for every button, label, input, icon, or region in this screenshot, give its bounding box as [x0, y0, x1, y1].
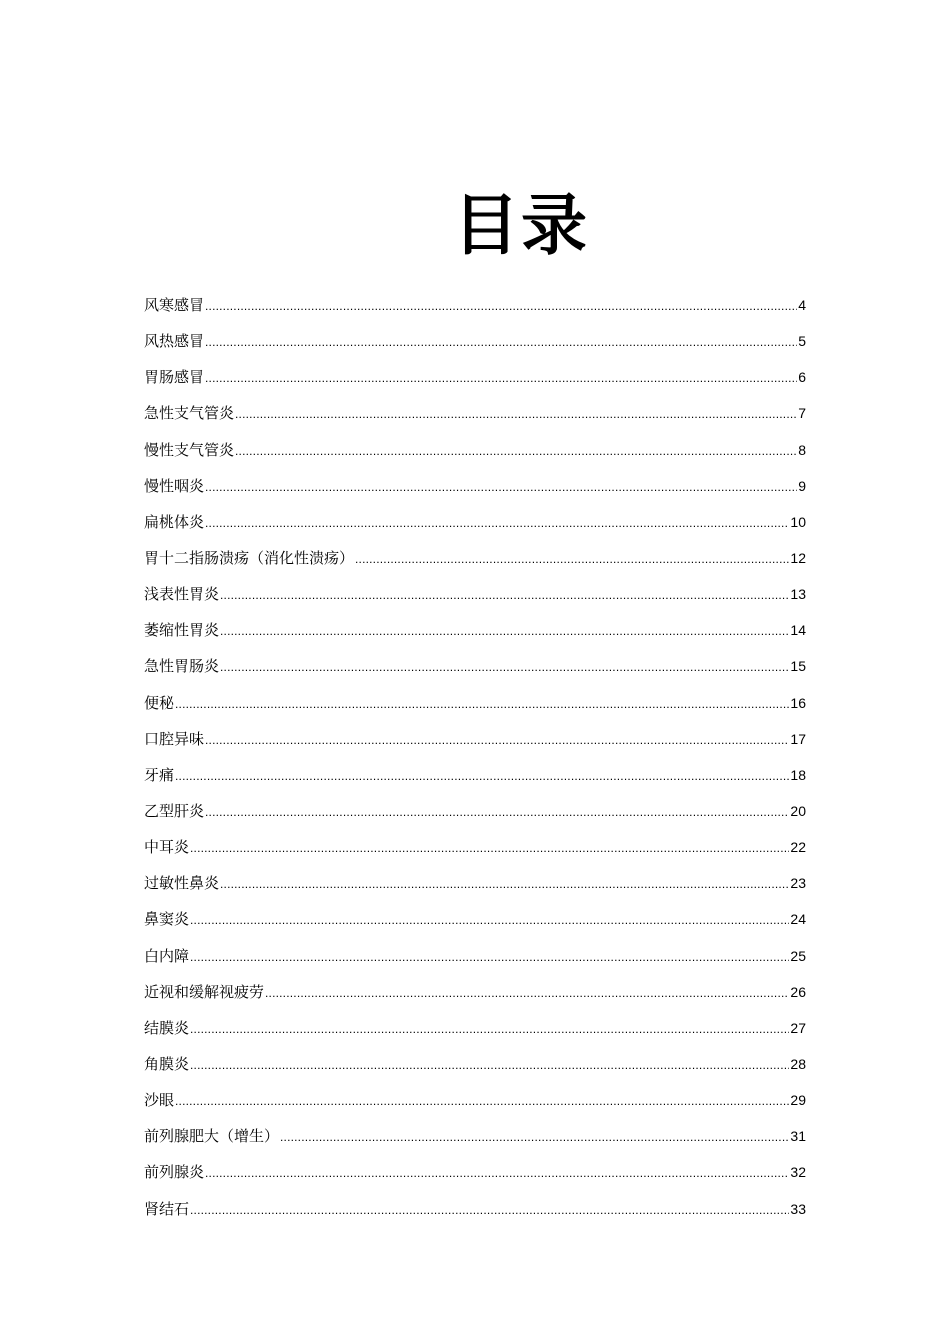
toc-entry-label: 急性支气管炎	[144, 404, 235, 423]
toc-entry-page: 24	[790, 911, 806, 928]
toc-entry-label: 慢性咽炎	[144, 476, 205, 495]
toc-leader-dots	[280, 1119, 789, 1155]
toc-entry[interactable]	[144, 721, 806, 757]
toc-entry[interactable]	[144, 865, 806, 901]
toc-entry[interactable]	[144, 901, 806, 937]
toc-entry-label: 中耳炎	[144, 838, 190, 857]
toc-leader-dots	[205, 794, 789, 830]
toc-entry[interactable]	[144, 287, 806, 323]
toc-leader-dots	[190, 939, 789, 975]
toc-leader-dots	[190, 1011, 789, 1047]
toc-entry-page: 27	[790, 1019, 806, 1036]
toc-entry[interactable]	[144, 1118, 806, 1154]
toc-leader-dots	[355, 541, 789, 577]
toc-entry[interactable]	[144, 432, 806, 468]
toc-entry-page: 14	[790, 622, 806, 639]
toc-leader-dots	[205, 505, 789, 541]
toc-entry[interactable]	[144, 974, 806, 1010]
toc-entry-page: 25	[790, 947, 806, 964]
toc-entry-label: 牙痛	[144, 765, 175, 784]
toc-entry[interactable]	[144, 793, 806, 829]
toc-entry-page: 29	[790, 1092, 806, 1109]
toc-leader-dots	[205, 288, 797, 324]
toc-entry-page: 4	[798, 297, 806, 313]
toc-entry-label: 浅表性胃炎	[144, 585, 220, 604]
page-title: 目录	[453, 186, 589, 265]
toc-entry-label: 结膜炎	[144, 1018, 190, 1037]
toc-entry-page: 28	[790, 1055, 806, 1072]
toc-entry-label: 角膜炎	[144, 1054, 190, 1073]
toc-entry-label: 沙眼	[144, 1091, 175, 1110]
toc-entry[interactable]	[144, 757, 806, 793]
toc-entry-label: 鼻窦炎	[144, 910, 190, 929]
toc-leader-dots	[220, 866, 789, 902]
toc-leader-dots	[220, 649, 789, 685]
toc-entry-label: 风热感冒	[144, 332, 205, 351]
toc-entry[interactable]	[144, 395, 806, 431]
toc-entry-label: 胃十二指肠溃疡（消化性溃疡）	[144, 548, 355, 567]
toc-entry[interactable]	[144, 1082, 806, 1118]
toc-entry-page: 13	[790, 586, 806, 603]
toc-leader-dots	[205, 722, 789, 758]
toc-entry-page: 17	[790, 730, 806, 747]
toc-leader-dots	[205, 469, 797, 505]
toc-entry[interactable]	[144, 1010, 806, 1046]
toc-entry-label: 前列腺肥大（增生）	[144, 1127, 280, 1146]
toc-entry-page: 32	[790, 1164, 806, 1181]
toc-entry-label: 白内障	[144, 946, 190, 965]
toc-entry[interactable]	[144, 359, 806, 395]
toc-entry-page: 23	[790, 875, 806, 892]
toc-entry-page: 33	[790, 1200, 806, 1217]
toc-entry[interactable]	[144, 612, 806, 648]
toc-entry-page: 8	[798, 441, 806, 458]
toc-entry-page: 6	[798, 369, 806, 386]
toc-entry-label: 肾结石	[144, 1199, 190, 1218]
toc-entry-label: 便秘	[144, 693, 175, 712]
toc-entry-label: 近视和缓解视疲劳	[144, 982, 265, 1001]
toc-entry-label: 扁桃体炎	[144, 512, 205, 531]
toc-entry-label: 急性胃肠炎	[144, 657, 220, 676]
toc-entry-label: 口腔异味	[144, 729, 205, 748]
toc-entry[interactable]	[144, 648, 806, 684]
toc-entry-label: 前列腺炎	[144, 1163, 205, 1182]
toc-leader-dots	[205, 1155, 789, 1191]
toc-entry-page: 9	[798, 477, 806, 494]
toc-leader-dots	[235, 396, 797, 432]
toc-entry-page: 10	[790, 513, 806, 530]
toc-entry-page: 15	[790, 658, 806, 675]
toc-entry-label: 萎缩性胃炎	[144, 621, 220, 640]
toc-entry[interactable]	[144, 829, 806, 865]
toc-entry-page: 31	[790, 1128, 806, 1145]
toc-leader-dots	[265, 975, 789, 1011]
toc-leader-dots	[190, 902, 789, 938]
toc-entry-label: 过敏性鼻炎	[144, 874, 220, 893]
toc-leader-dots	[235, 433, 797, 469]
toc-entry-label: 乙型肝炎	[144, 801, 205, 820]
toc-entry[interactable]	[144, 540, 806, 576]
toc-leader-dots	[220, 577, 789, 613]
toc-entry[interactable]	[144, 468, 806, 504]
toc-entry[interactable]	[144, 323, 806, 359]
toc-entry-label: 胃肠感冒	[144, 368, 205, 387]
toc-leader-dots	[175, 758, 789, 794]
toc-entry[interactable]	[144, 685, 806, 721]
toc-entry-label: 慢性支气管炎	[144, 440, 235, 459]
toc-entry-page: 18	[790, 766, 806, 783]
toc-leader-dots	[205, 324, 797, 360]
toc-leader-dots	[175, 1083, 789, 1119]
toc-entry[interactable]	[144, 1191, 806, 1227]
toc-entry[interactable]	[144, 1154, 806, 1190]
toc-leader-dots	[175, 686, 789, 722]
toc-entry-page: 16	[790, 694, 806, 711]
toc-entry-page: 20	[790, 802, 806, 819]
toc-leader-dots	[220, 613, 789, 649]
toc-leader-dots	[190, 830, 789, 866]
toc-entry-page: 26	[790, 983, 806, 1000]
toc-leader-dots	[190, 1192, 789, 1228]
toc-leader-dots	[190, 1047, 789, 1083]
toc-entry[interactable]	[144, 938, 806, 974]
toc-entry-page: 7	[798, 405, 806, 422]
toc-entry[interactable]	[144, 1046, 806, 1082]
toc-entry-page: 22	[790, 839, 806, 856]
toc-entry-page: 5	[798, 333, 806, 350]
toc-leader-dots	[205, 360, 797, 396]
toc-entry-label: 风寒感冒	[144, 296, 205, 314]
toc-entry[interactable]	[144, 504, 806, 540]
toc-entry-page: 12	[790, 549, 806, 566]
toc-entry[interactable]	[144, 576, 806, 612]
table-of-contents	[144, 287, 806, 1227]
